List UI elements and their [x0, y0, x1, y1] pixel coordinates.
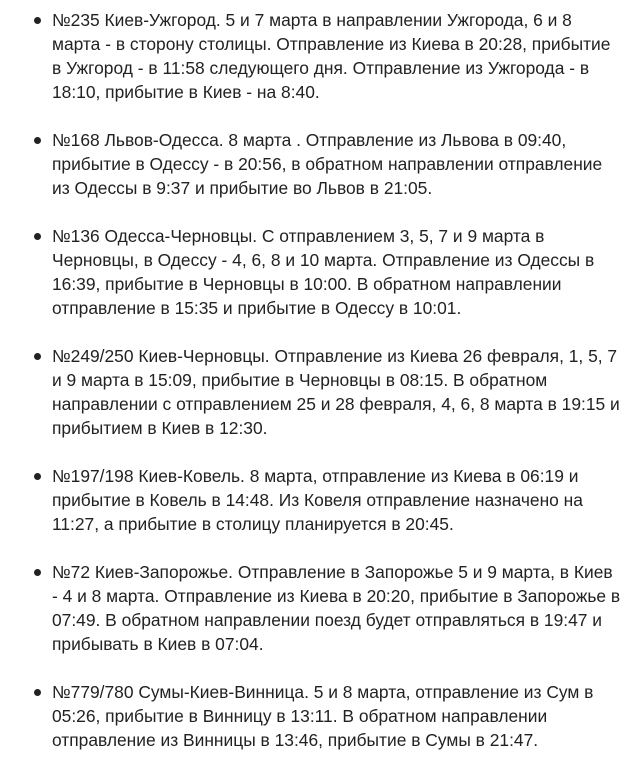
bullet-icon: [34, 353, 41, 360]
list-item-text: №72 Киев-Запорожье. Отправление в Запорожье 5 и 9 марта, в Киев - 4 и 8 марта. Отправление из Киева в 20:20, прибытие в Запорожье в 07:49. В обратном направлении поезд будет отправляться в 19:47 и прибывать в Киев в 07:04.: [52, 562, 621, 654]
bullet-icon: [34, 137, 41, 144]
bullet-icon: [34, 233, 41, 240]
bullet-icon: [34, 17, 41, 24]
list-item: [0, 560, 630, 656]
bullet-icon: [34, 569, 41, 576]
list-item: [0, 680, 630, 752]
list-item: [0, 128, 630, 200]
bullet-icon: [34, 473, 41, 480]
list-item: [0, 224, 630, 320]
bullet-icon: [34, 689, 41, 696]
list-item-text: №249/250 Киев-Черновцы. Отправление из Киева 26 февраля, 1, 5, 7 и 9 марта в 15:09, прибытие в Черновцы в 08:15. В обратном направлении с отправлением 25 и 28 февраля, 4, 6, 8 марта в 19:15 и прибытием в Киев в 12:30.: [52, 346, 620, 438]
list-item-text: №779/780 Сумы-Киев-Винница. 5 и 8 марта, отправление из Сум в 05:26, прибытие в Винницу в 13:11. В обратном направлении отправление из Винницы в 13:46, прибытие в Сумы в 21:47.: [52, 682, 594, 750]
list-item-text: №197/198 Киев-Ковель. 8 марта, отправление из Киева в 06:19 и прибытие в Ковель в 14:48. Из Ковеля отправление назначено на 11:27, а прибытие в столицу планируется в 20:45.: [52, 466, 583, 534]
list-item: [0, 344, 630, 440]
list-item-text: №168 Львов-Одесса. 8 марта . Отправление из Львова в 09:40, прибытие в Одессу - в 20:56, в обратном направлении отправление из Одессы в 9:37 и прибытие во Львов в 21:05.: [52, 130, 603, 198]
list-item: [0, 464, 630, 536]
list-item: [0, 8, 630, 104]
list-item-text: №235 Киев-Ужгород. 5 и 7 марта в направлении Ужгорода, 6 и 8 марта - в сторону столицы. Отправление из Киева в 20:28, прибытие в Ужгород - в 11:58 следующего дня. Отправление из Ужгорода - в 18:10, прибытие в Киев - на 8:40.: [52, 10, 611, 102]
list-item-text: №136 Одесса-Черновцы. С отправлением 3, 5, 7 и 9 марта в Черновцы, в Одессу - 4, 6, 8 и 10 марта. Отправление из Одессы в 16:39, прибытие в Черновцы в 10:00. В обратном направлении отправление в 15:35 и прибытие в Одессу в 10:01.: [52, 226, 595, 318]
